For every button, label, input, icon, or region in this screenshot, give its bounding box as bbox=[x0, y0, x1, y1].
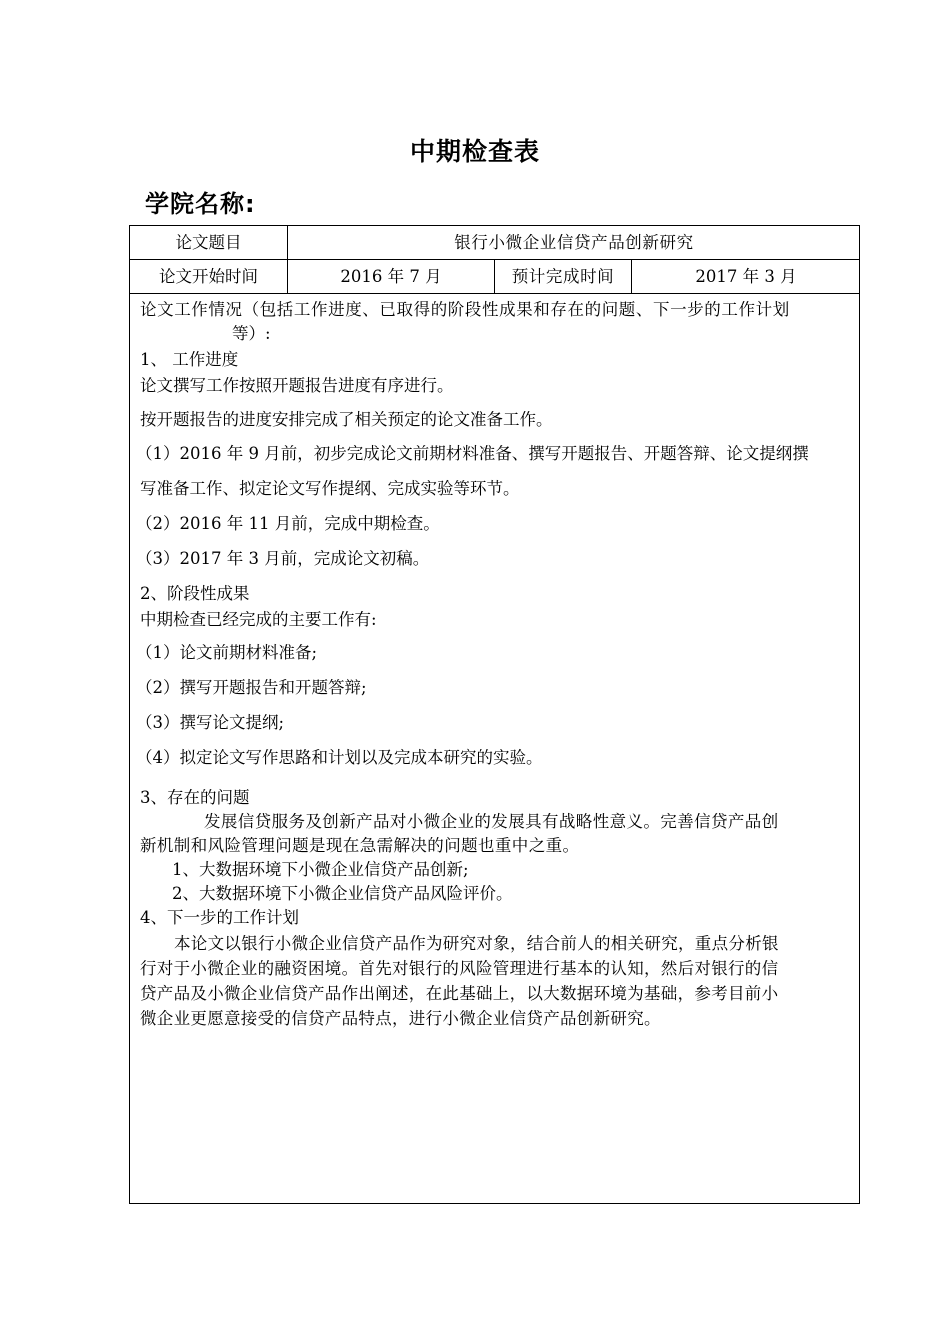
next-plan-paragraph-cont: 行对于小微企业的融资困境。首先对银行的风险管理进行基本的认知，然后对银行的信 bbox=[140, 959, 779, 978]
achievement-item: （3）撰写论文提纲; bbox=[136, 713, 285, 732]
problems-paragraph: 发展信贷服务及创新产品对小微企业的发展具有战略性意义。完善信贷产品创 bbox=[204, 812, 779, 831]
progress-item: （1）2016 年 9 月前，初步完成论文前期材料准备、撰写开题报告、开题答辩、论文提纲撰 bbox=[136, 444, 809, 463]
achievement-item: （4）拟定论文写作思路和计划以及完成本研究的实验。 bbox=[136, 748, 543, 767]
next-plan-paragraph: 本论文以银行小微企业信贷产品作为研究对象，结合前人的相关研究，重点分析银 bbox=[174, 934, 779, 953]
progress-item: （2）2016 年 11 月前，完成中期检查。 bbox=[136, 514, 440, 533]
finish-time-label: 预计完成时间 bbox=[511, 267, 615, 286]
section-title-achievements: 2、阶段性成果 bbox=[140, 584, 250, 603]
problem-item: 1、大数据环境下小微企业信贷产品创新; bbox=[172, 860, 469, 879]
progress-paragraph: 按开题报告的进度安排完成了相关预定的论文准备工作。 bbox=[140, 410, 553, 429]
progress-paragraph: 论文撰写工作按照开题报告进度有序进行。 bbox=[140, 376, 454, 395]
work-status-heading-cont: 等）: bbox=[232, 324, 271, 343]
section-title-problems: 3、存在的问题 bbox=[140, 788, 250, 807]
next-plan-paragraph-cont: 微企业更愿意接受的信贷产品特点，进行小微企业信贷产品创新研究。 bbox=[140, 1009, 661, 1028]
midterm-check-table bbox=[129, 225, 860, 1204]
finish-time-value: 2017 年 3 月 bbox=[695, 267, 797, 286]
achievement-item: （1）论文前期材料准备; bbox=[136, 643, 318, 662]
achievement-item: （2）撰写开题报告和开题答辩; bbox=[136, 678, 367, 697]
progress-item: （3）2017 年 3 月前，完成论文初稿。 bbox=[136, 549, 430, 568]
page-title: 中期检查表 bbox=[409, 137, 540, 166]
college-name-label: 学院名称: bbox=[145, 190, 256, 218]
problem-item: 2、大数据环境下小微企业信贷产品风险评价。 bbox=[172, 884, 513, 903]
start-time-label: 论文开始时间 bbox=[159, 267, 258, 286]
topic-label: 论文题目 bbox=[175, 233, 242, 252]
achievements-intro: 中期检查已经完成的主要工作有: bbox=[140, 610, 377, 629]
problems-paragraph-cont: 新机制和风险管理问题是现在急需解决的问题也重中之重。 bbox=[140, 836, 580, 855]
next-plan-paragraph-cont: 贷产品及小微企业信贷产品作出阐述，在此基础上，以大数据环境为基础，参考目前小 bbox=[140, 984, 779, 1003]
section-title-next-plan: 4、下一步的工作计划 bbox=[140, 908, 299, 927]
topic-value: 银行小微企业信贷产品创新研究 bbox=[454, 233, 694, 252]
start-time-value: 2016 年 7 月 bbox=[340, 267, 442, 286]
work-status-heading: 论文工作情况（包括工作进度、已取得的阶段性成果和存在的问题、下一步的工作计划 bbox=[140, 300, 790, 319]
progress-item-cont: 写准备工作、拟定论文写作提纲、完成实验等环节。 bbox=[140, 479, 520, 498]
section-title-progress: 1、 工作进度 bbox=[140, 350, 239, 369]
